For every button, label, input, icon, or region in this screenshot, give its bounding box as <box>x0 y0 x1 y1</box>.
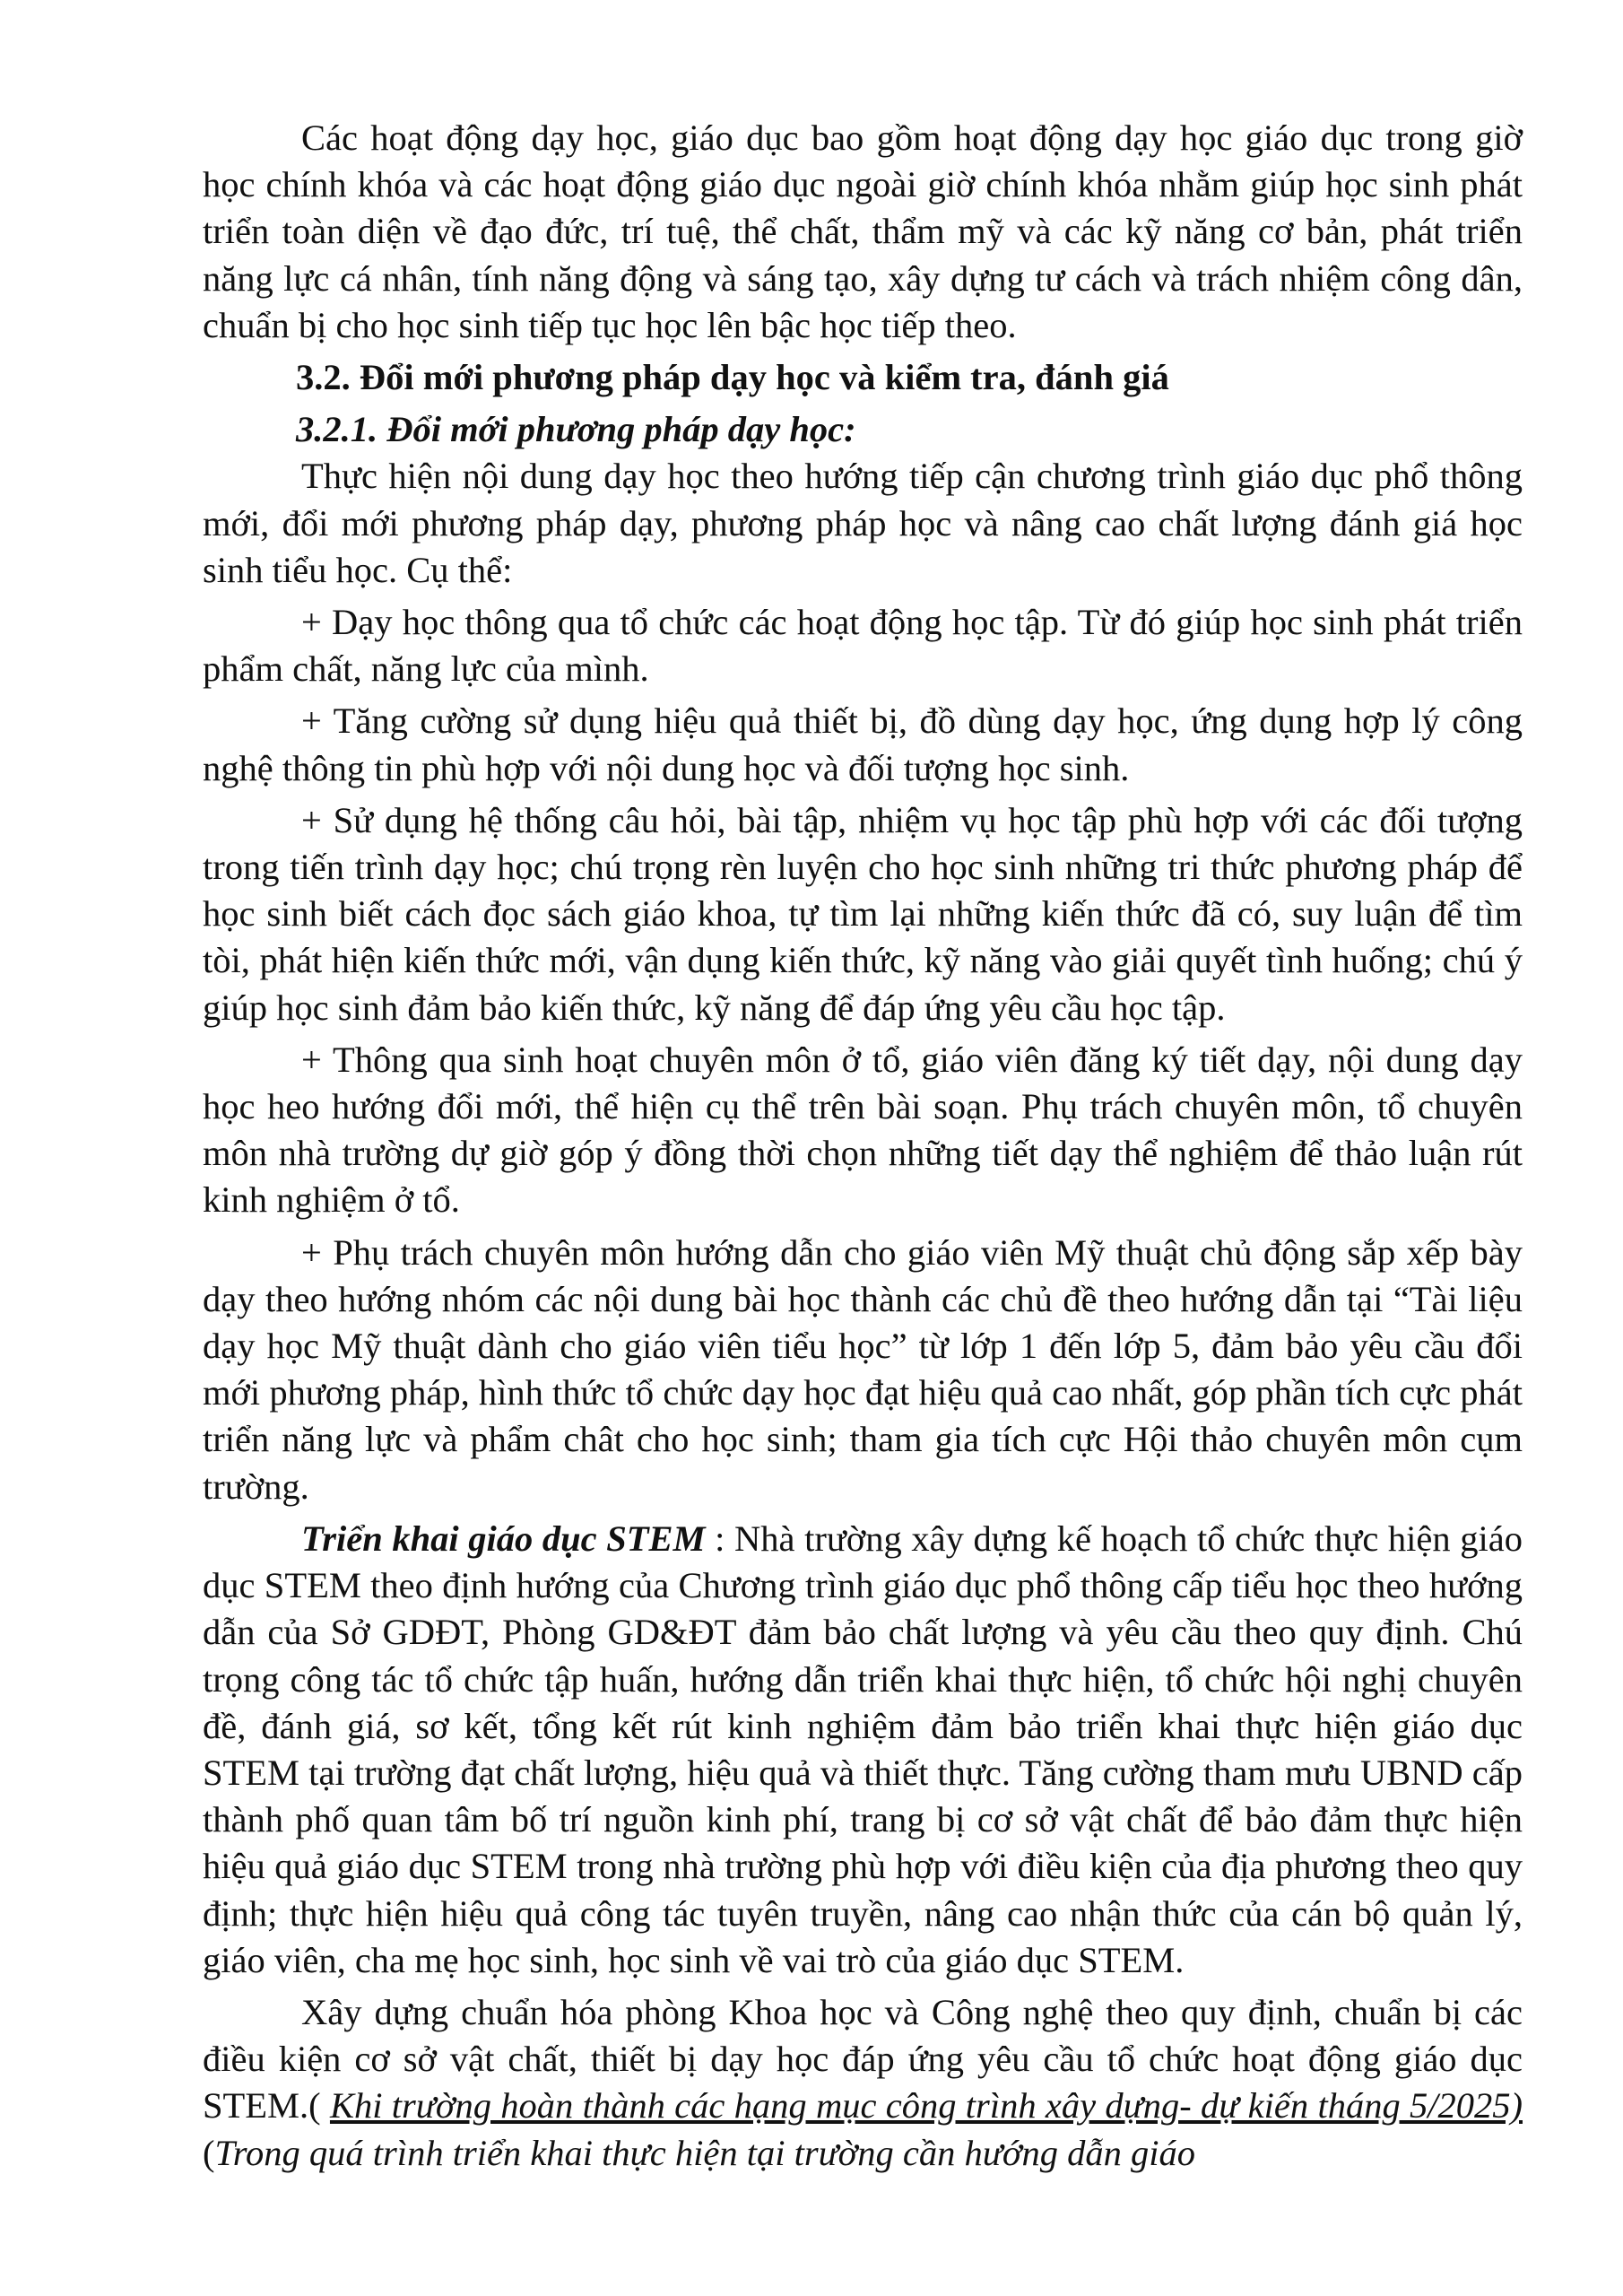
bullet-paragraph-1: + Dạy học thông qua tổ chức các hoạt động học tập. Từ đó giúp học sinh phát triển phẩm chất, năng lực của mình. <box>203 602 1523 690</box>
section-heading-3-2-1: 3.2.1. Đổi mới phương pháp dạy học: <box>296 409 856 450</box>
stem-paragraph <box>203 1516 1523 1984</box>
intro-paragraph: Các hoạt động dạy học, giáo dục bao gồm hoạt động dạy học giáo dục trong giờ học chính khóa và các hoạt động giáo dục ngoài giờ chính khóa nhằm giúp học sinh phát triển toàn diện về đạo đức, trí tuệ, thể chất, thẩm mỹ và các kỹ năng cơ bản, phát triển năng lực cá nhân, tính năng động và sáng tạo, xây dựng tư cách và trách nhiệm công dân, chuẩn bị cho học sinh tiếp tục học lên bậc học tiếp theo. <box>203 117 1523 345</box>
stem-label: Triển khai giáo dục STEM <box>301 1518 706 1559</box>
lab-italic-note: Trong quá trình triển khai thực hiện tại trường cần hướng dẫn giáo <box>214 2132 1195 2173</box>
bullet-paragraph-3: + Sử dụng hệ thống câu hỏi, bài tập, nhiệm vụ học tập phù hợp với các đối tượng trong tiến trình dạy học; chú trọng rèn luyện cho học sinh những tri thức phương pháp để học sinh biết cách đọc sách giáo khoa, tự tìm lại những kiến thức đã có, suy luận để tìm tòi, phát hiện kiến thức mới, vận dụng kiến thức, kỹ năng vào giải quyết tình huống; chú ý giúp học sinh đảm bảo kiến thức, kỹ năng để đáp ứng yêu cầu học tập. <box>203 799 1523 1028</box>
lab-text: Xây dựng chuẩn hóa phòng Khoa học và Công nghệ theo quy định, chuẩn bị các điều kiện cơ sở vật chất, thiết bị dạy học đáp ứng yêu cầu tổ chức hoạt động giáo dục STEM.( <box>203 1991 1523 2126</box>
document-body <box>203 115 1523 2177</box>
method-intro-paragraph: Thực hiện nội dung dạy học theo hướng tiếp cận chương trình giáo dục phổ thông mới, đổi mới phương pháp dạy, phương pháp học và nâng cao chất lượng đánh giá học sinh tiểu học. Cụ thể: <box>203 456 1523 590</box>
section-heading-3-2: 3.2. Đổi mới phương pháp dạy học và kiểm tra, đánh giá <box>296 357 1169 398</box>
bullet-paragraph-5: + Phụ trách chuyên môn hướng dẫn cho giáo viên Mỹ thuật chủ động sắp xếp bày dạy theo hướng nhóm các nội dung bài học thành các chủ đề theo hướng dẫn tại “Tài liệu dạy học Mỹ thuật dành cho giáo viên tiểu học” từ lớp 1 đến lớp 5, đảm bảo yêu cầu đổi mới phương pháp, hình thức tổ chức dạy học đạt hiệu quả cao nhất, góp phần tích cực phát triển năng lực và phẩm chât cho học sinh; tham gia tích cực Hội thảo chuyên môn cụm trường. <box>203 1231 1523 1507</box>
bullet-paragraph-2: + Tăng cường sử dụng hiệu quả thiết bị, đồ dùng dạy học, ứng dụng hợp lý công nghệ thông tin phù hợp với nội dung học và đối tượng học sinh. <box>203 700 1523 788</box>
lab-underlined-note: Khi trường hoàn thành các hạng mục công trình xây dựng- dự kiến tháng 5/2025) <box>329 2085 1523 2126</box>
lab-paren-open: ( <box>203 2132 215 2173</box>
lab-paragraph <box>203 1989 1523 2177</box>
stem-body: : Nhà trường xây dựng kế hoạch tổ chức thực hiện giáo dục STEM theo định hướng của Chương trình giáo dục phổ thông cấp tiểu học theo hướng dẫn của Sở GDĐT, Phòng GD&ĐT đảm bảo chất lượng và yêu cầu theo quy định. Chú trọng công tác tổ chức tập huấn, hướng dẫn triển khai thực hiện, tổ chức hội nghị chuyên đề, đánh giá, sơ kết, tổng kết rút kinh nghiệm đảm bảo triển khai thực hiện giáo dục STEM tại trường đạt chất lượng, hiệu quả và thiết thực. Tăng cường tham mưu UBND cấp thành phố quan tâm bố trí nguồn kinh phí, trang bị cơ sở vật chất để bảo đảm thực hiện hiệu quả giáo dục STEM trong nhà trường phù hợp với điều kiện của địa phương theo quy định; thực hiện hiệu quả công tác tuyên truyền, nâng cao nhận thức của cán bộ quản lý, giáo viên, cha mẹ học sinh, học sinh về vai trò của giáo dục STEM. <box>203 1518 1523 1980</box>
bullet-paragraph-4: + Thông qua sinh hoạt chuyên môn ở tổ, giáo viên đăng ký tiết dạy, nội dung dạy học heo hướng đổi mới, thể hiện cụ thể trên bài soạn. Phụ trách chuyên môn, tổ chuyên môn nhà trường dự giờ góp ý đồng thời chọn những tiết dạy thể nghiệm để thảo luận rút kinh nghiệm ở tổ. <box>203 1039 1523 1221</box>
